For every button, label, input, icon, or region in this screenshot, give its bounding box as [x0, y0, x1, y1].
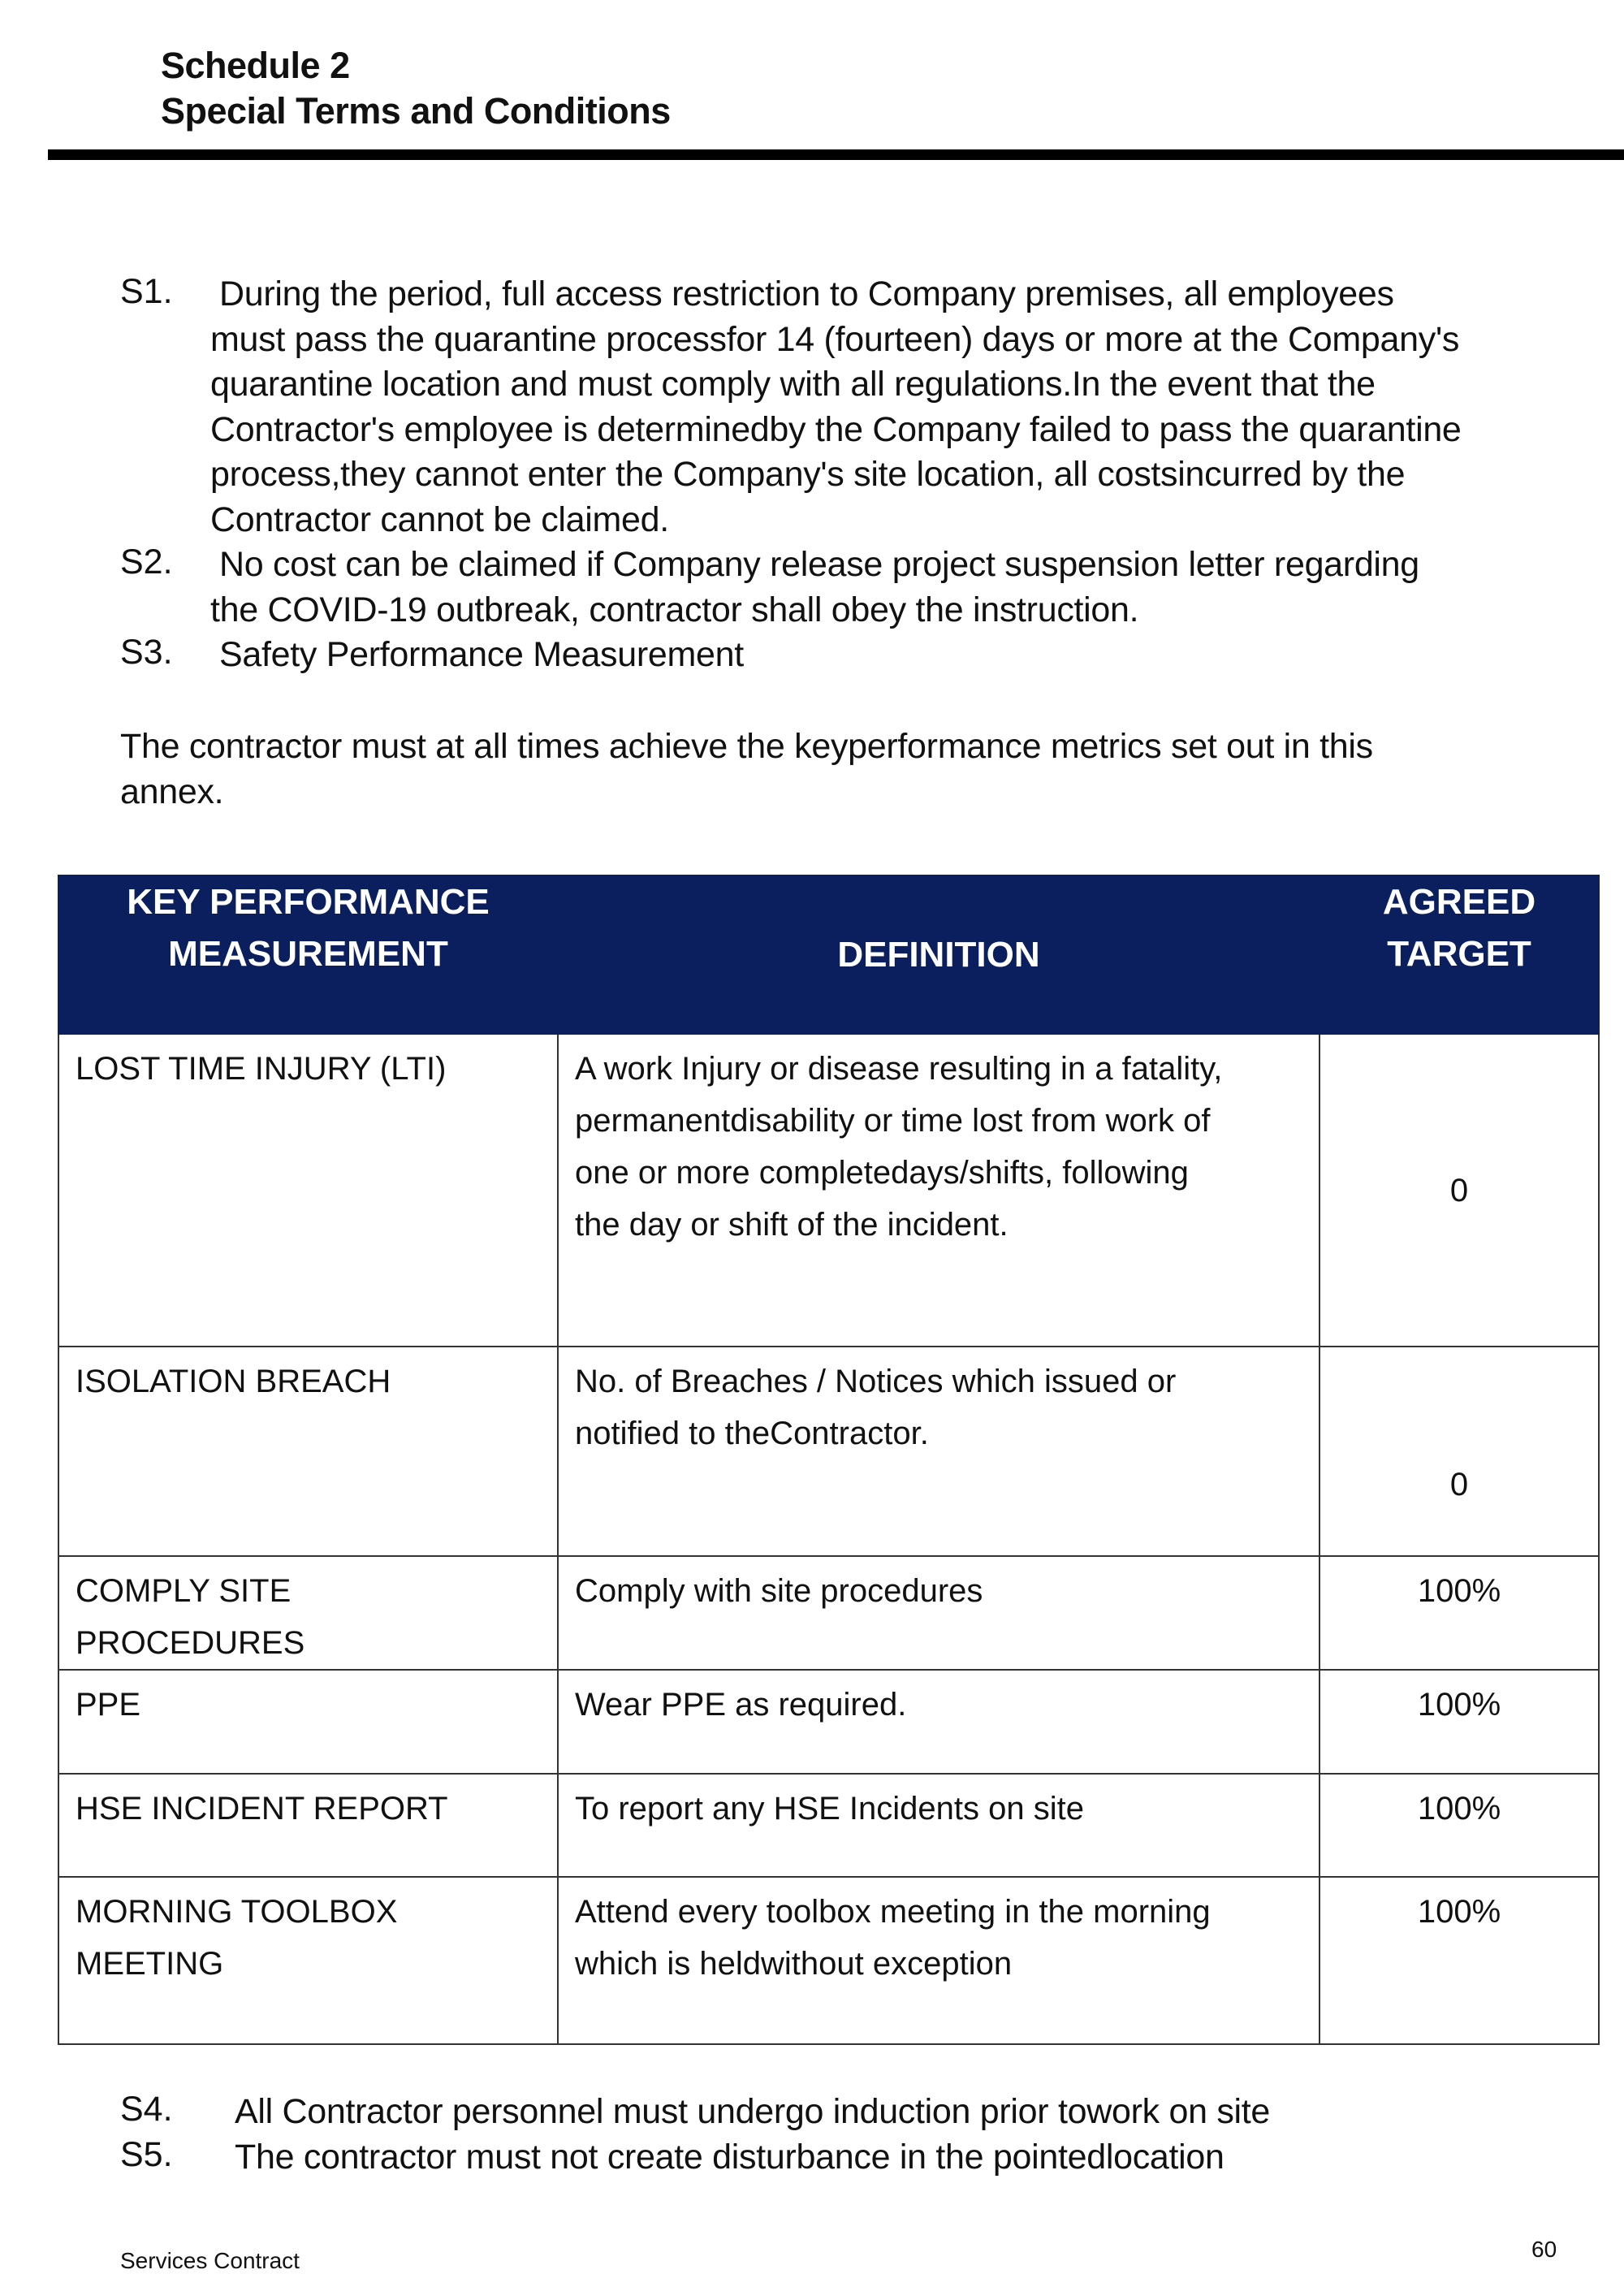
kpm-text: MORNING TOOLBOX: [76, 1894, 398, 1930]
clause-line: process,they cannot enter the Company's site location, all costsincurred by the: [210, 455, 1406, 494]
header-text: TARGET: [1387, 934, 1531, 974]
footer-label: Services Contract: [120, 2248, 300, 2273]
kpm-text: MEETING: [76, 1946, 224, 1982]
header-rule: [48, 149, 1624, 160]
clause-text: Safety Performance Measurement: [219, 635, 744, 674]
clause-line: quarantine location and must comply with all regulations.In the event that the: [210, 365, 1376, 404]
target-cell: 100%: [1320, 1877, 1599, 2044]
clause-line: Contractor's employee is determinedby the Company failed to pass the quarantine: [210, 409, 1462, 449]
header-text: MEASUREMENT: [168, 934, 448, 974]
header-text: AGREED: [1382, 882, 1536, 922]
kpm-text: PPE: [76, 1687, 141, 1723]
definition-text: Attend every toolbox meeting in the morning: [575, 1894, 1211, 1930]
kpm-cell: [58, 1556, 558, 1670]
schedule-subtitle: Special Terms and Conditions: [161, 90, 671, 132]
definition-text: the day or shift of the incident.: [575, 1207, 1009, 1243]
clause-number: S1.: [120, 272, 173, 311]
target-cell: 0: [1320, 1347, 1599, 1556]
clause-line: must pass the quarantine processfor 14 (fourteen) days or more at the Company's: [210, 319, 1460, 359]
kpm-cell: [58, 1347, 558, 1556]
definition-cell: [558, 1347, 1320, 1556]
kpm-cell: [58, 1670, 558, 1774]
definition-cell: [558, 1877, 1320, 2044]
definition-text: permanentdisability or time lost from work of: [575, 1103, 1211, 1139]
kpm-text: HSE INCIDENT REPORT: [76, 1791, 448, 1827]
header-kpm: [58, 875, 558, 1034]
kpm-text: LOST TIME INJURY (LTI): [76, 1051, 447, 1087]
definition-text: which is heldwithout exception: [575, 1946, 1013, 1982]
clause-number: S2.: [120, 543, 173, 581]
kpm-text: PROCEDURES: [76, 1625, 305, 1661]
definition-text: Comply with site procedures: [575, 1573, 983, 1609]
target-cell: 100%: [1320, 1774, 1599, 1877]
clause-text: [210, 272, 1462, 543]
clause-number: S4.: [120, 2090, 173, 2129]
clause-line: During the period, full access restriction to Company premises, all employees: [219, 275, 1394, 313]
target-cell: 100%: [1320, 1670, 1599, 1774]
definition-cell: [558, 1670, 1320, 1774]
definition-cell: [558, 1034, 1320, 1347]
target-cell: 0: [1320, 1034, 1599, 1347]
definition-text: To report any HSE Incidents on site: [575, 1791, 1084, 1827]
schedule-title: Schedule 2: [161, 45, 350, 86]
intro-line: The contractor must at all times achieve the keyperformance metrics set out in this: [120, 727, 1373, 766]
kpm-text: ISOLATION BREACH: [76, 1364, 391, 1399]
clause-line: Contractor cannot be claimed.: [210, 499, 669, 539]
definition-text: No. of Breaches / Notices which issued or: [575, 1364, 1177, 1399]
definition-cell: [558, 1774, 1320, 1877]
table-row: [58, 1670, 1599, 1774]
page-number: 60: [1531, 2237, 1557, 2262]
table-header-row: [58, 875, 1599, 1034]
kpm-cell: [58, 1877, 558, 2044]
definition-text: one or more completedays/shifts, following: [575, 1155, 1189, 1191]
header-target: [1320, 875, 1599, 1034]
kpm-cell: [58, 1034, 558, 1347]
clause-number: S5.: [120, 2135, 173, 2174]
clause-text: The contractor must not create disturbance in the pointedlocation: [235, 2138, 1224, 2177]
clause-text: All Contractor personnel must undergo induction prior towork on site: [235, 2092, 1271, 2131]
target-cell: 100%: [1320, 1556, 1599, 1670]
table-row: [58, 1347, 1599, 1556]
header-text: KEY PERFORMANCE: [127, 882, 490, 922]
definition-cell: [558, 1556, 1320, 1670]
kpi-table: [58, 875, 1600, 2045]
definition-text: notified to theContractor.: [575, 1416, 929, 1451]
clause-line: the COVID-19 outbreak, contractor shall obey the instruction.: [210, 590, 1139, 629]
clause-number: S3.: [120, 633, 173, 672]
kpm-text: COMPLY SITE: [76, 1573, 292, 1609]
definition-text: A work Injury or disease resulting in a fatality,: [575, 1051, 1223, 1087]
clause-line: No cost can be claimed if Company release project suspension letter regarding: [219, 545, 1419, 584]
definition-text: Wear PPE as required.: [575, 1687, 907, 1723]
header-definition: DEFINITION: [558, 875, 1320, 1034]
table-row: [58, 1034, 1599, 1347]
table-row: [58, 1774, 1599, 1877]
intro-paragraph: [120, 724, 1373, 815]
table-row: [58, 1877, 1599, 2044]
kpm-cell: [58, 1774, 558, 1877]
intro-line: annex.: [120, 772, 224, 811]
table-row: [58, 1556, 1599, 1670]
clause-text: [210, 543, 1419, 633]
